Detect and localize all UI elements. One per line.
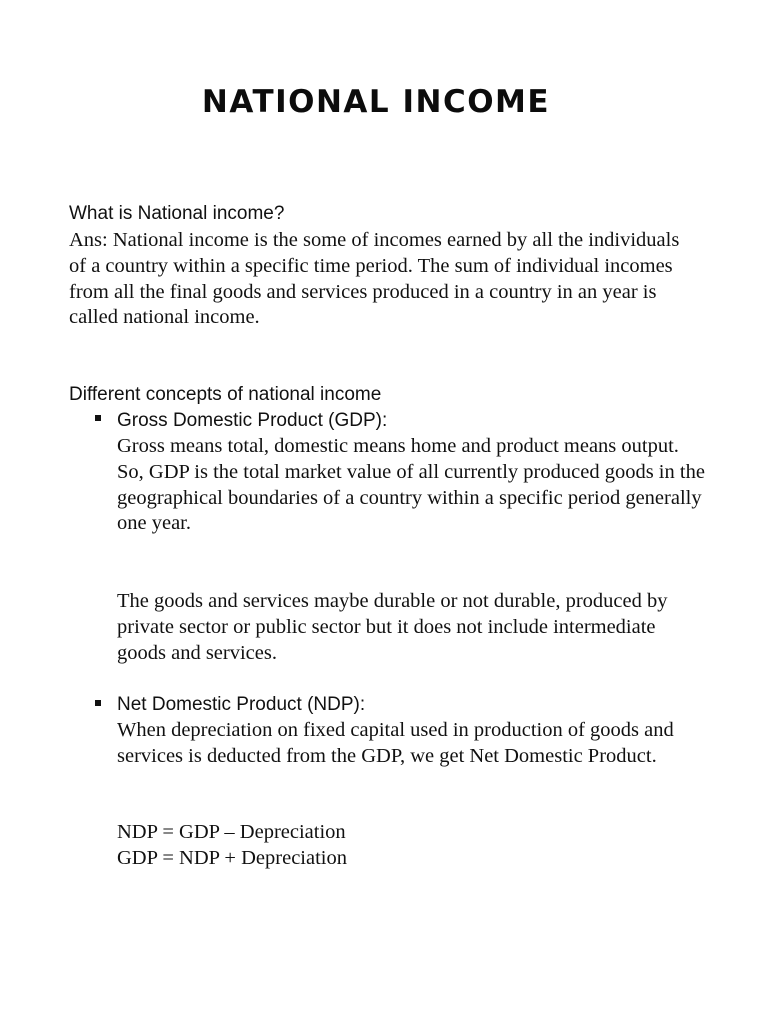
concept-title-gdp: Gross Domestic Product (GDP): [117, 410, 388, 431]
document-title: NATIONAL INCOME [201, 84, 551, 120]
concept-title-ndp: Net Domestic Product (NDP): [117, 694, 366, 715]
gdp-goods-paragraph: The goods and services maybe durable or not durable, produced by private sector or public sector but it does not include intermediate goods and services. [117, 590, 668, 664]
concepts-heading: Different concepts of national income [69, 384, 382, 405]
bullet-marker-ndp [95, 700, 101, 706]
question-text: What is National income? [69, 203, 285, 224]
gdp-formula: GDP = NDP + Depreciation [117, 847, 347, 869]
answer-paragraph: Ans: National income is the some of incomes earned by all the individuals of a country within a specific time period. The sum of individual incomes from all the final goods and services produced in a country in an year is called national income. [69, 229, 680, 329]
gdp-definition-paragraph: Gross means total, domestic means home and product means output. So, GDP is the total market value of all currently produced goods in the geographical boundaries of a country within a specific period generally one year. [117, 435, 705, 535]
bullet-marker-gdp [95, 415, 101, 421]
ndp-definition-paragraph: When depreciation on fixed capital used in production of goods and services is deducted from the GDP, we get Net Domestic Product. [117, 719, 674, 767]
ndp-formula: NDP = GDP – Depreciation [117, 821, 346, 843]
